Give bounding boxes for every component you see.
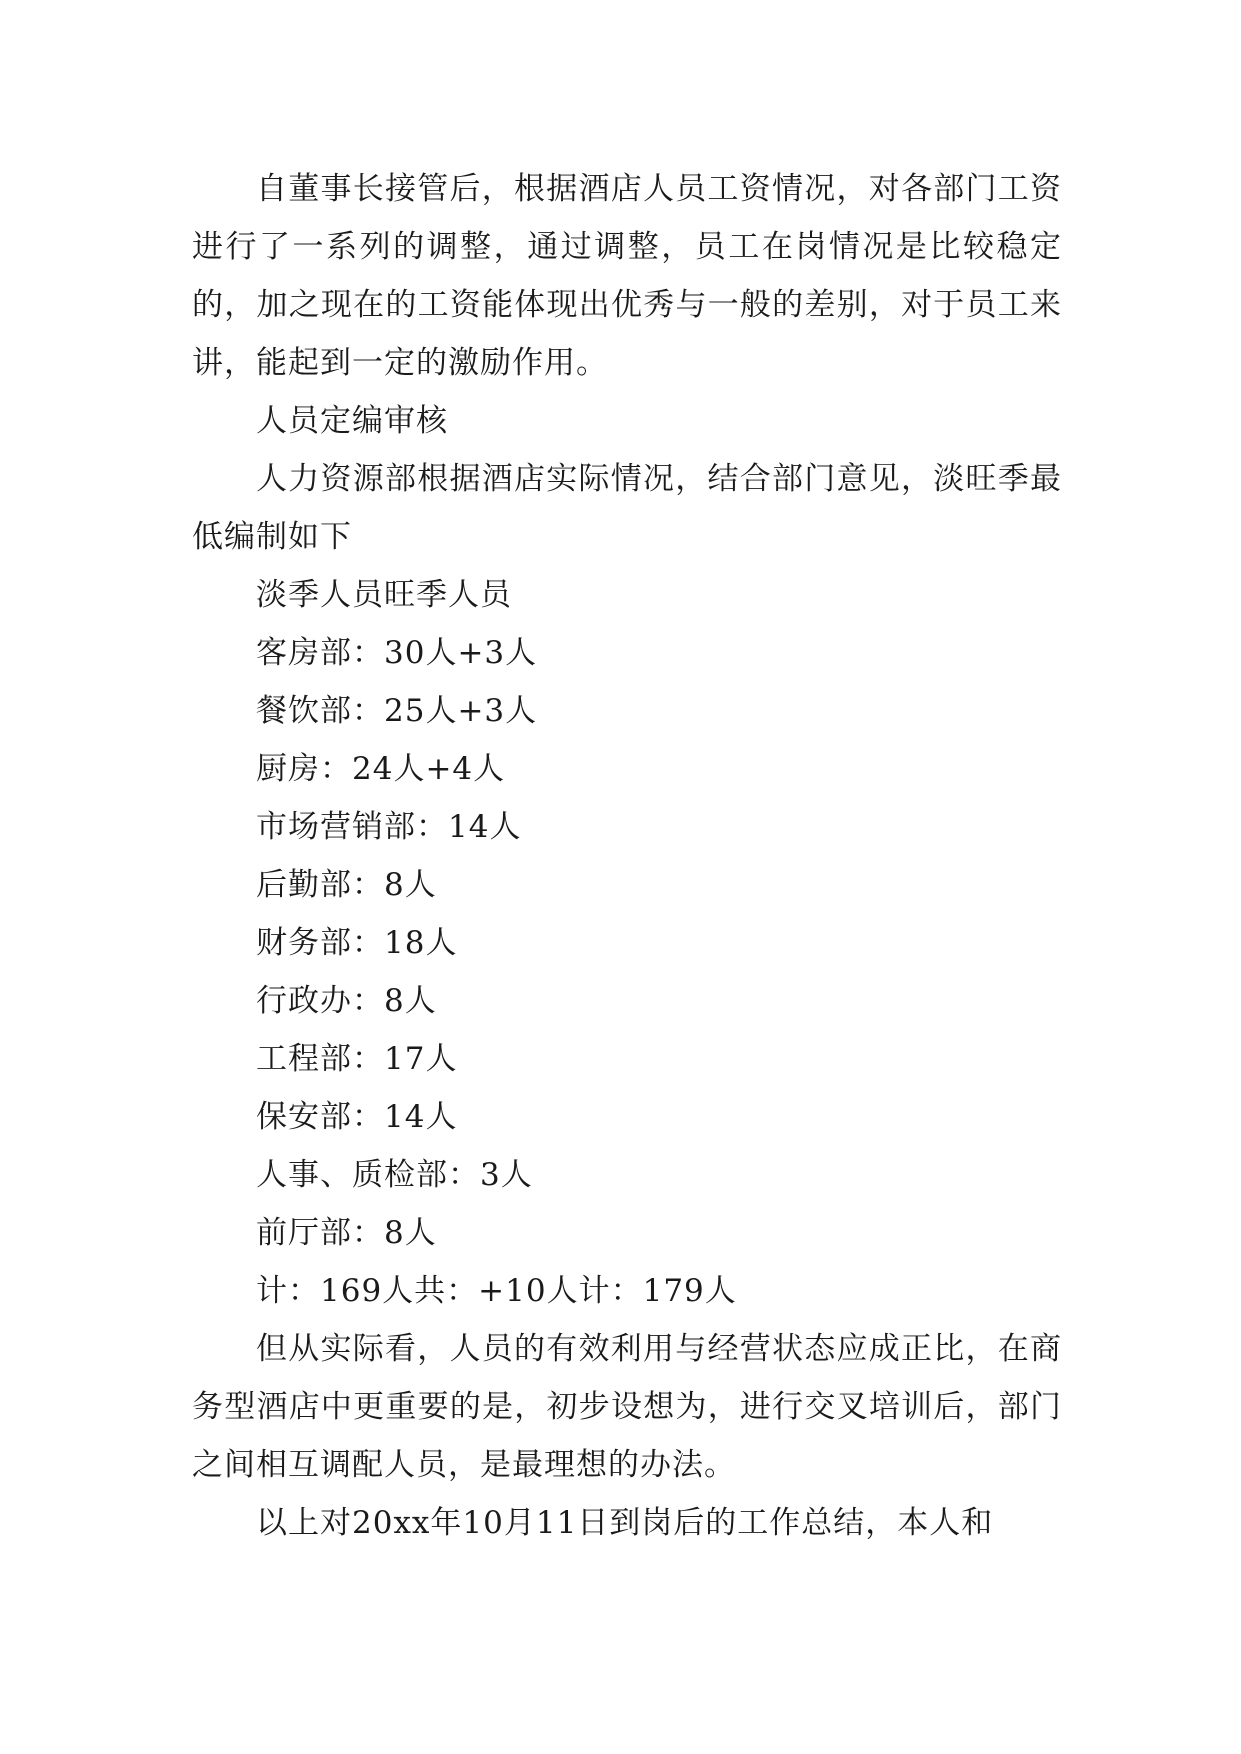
staffing-item-food-beverage: 餐饮部：25人+3人 bbox=[256, 693, 538, 729]
section-heading-staffing-review: 人员定编审核 bbox=[256, 403, 448, 439]
document-body bbox=[192, 160, 1062, 1552]
staffing-total: 计：169人共：+10人计：179人 bbox=[256, 1273, 737, 1309]
staffing-item-finance: 财务部：18人 bbox=[256, 925, 458, 961]
staffing-header: 淡季人员旺季人员 bbox=[256, 577, 512, 613]
staffing-item-hr-qc: 人事、质检部：3人 bbox=[256, 1157, 533, 1193]
staffing-item-front-office: 前厅部：8人 bbox=[256, 1215, 437, 1251]
paragraph-summary: 以上对20xx年10月11日到岗后的工作总结，本人和 bbox=[256, 1505, 994, 1541]
paragraph-salary-adjustment: 自董事长接管后，根据酒店人员工资情况，对各部门工资进行了一系列的调整，通过调整，员工在岗情况是比较稳定的，加之现在的工资能体现出优秀与一般的差别，对于员工来讲，能起到一定的激励作用。 bbox=[192, 171, 1062, 381]
staffing-item-security: 保安部：14人 bbox=[256, 1099, 458, 1135]
staffing-item-marketing: 市场营销部：14人 bbox=[256, 809, 522, 845]
staffing-item-housekeeping: 客房部：30人+3人 bbox=[256, 635, 538, 671]
paragraph-cross-training: 但从实际看，人员的有效利用与经营状态应成正比，在商务型酒店中更重要的是，初步设想为，进行交叉培训后，部门之间相互调配人员，是最理想的办法。 bbox=[192, 1331, 1062, 1483]
staffing-item-engineering: 工程部：17人 bbox=[256, 1041, 458, 1077]
staffing-item-kitchen: 厨房：24人+4人 bbox=[256, 751, 506, 787]
staffing-item-admin-office: 行政办：8人 bbox=[256, 983, 437, 1019]
staffing-item-logistics: 后勤部：8人 bbox=[256, 867, 437, 903]
paragraph-staffing-intro: 人力资源部根据酒店实际情况，结合部门意见，淡旺季最低编制如下 bbox=[192, 461, 1062, 555]
